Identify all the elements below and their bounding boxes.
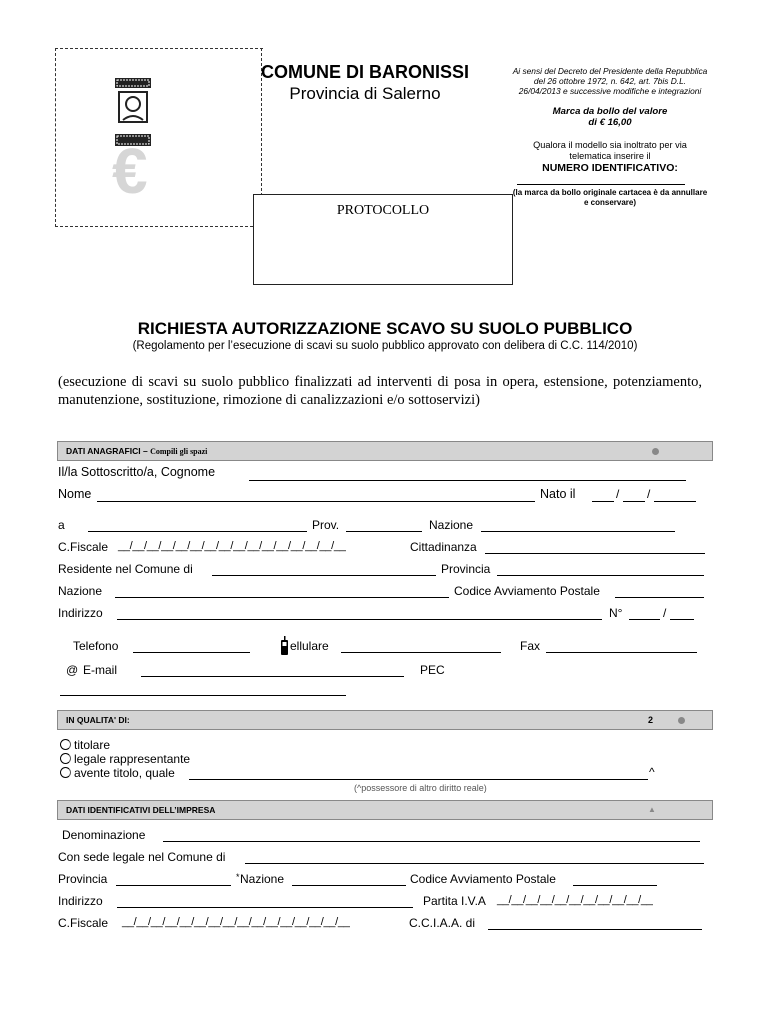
section-label: DATI IDENTIFICATIVI DELL’IMPRESA <box>66 805 216 815</box>
province-name: Provincia di Salerno <box>289 84 441 103</box>
id-number-label: NUMERO IDENTIFICATIVO: <box>542 162 678 174</box>
birth-day-field[interactable] <box>592 501 614 502</box>
id-number-field[interactable] <box>517 184 685 185</box>
online-note: Qualora il modello sia inoltrato per via telematica inserire il <box>533 140 687 161</box>
fax-field[interactable] <box>546 652 697 653</box>
birth-nation-label: Nazione <box>429 518 474 532</box>
section-number: 2 <box>648 715 654 725</box>
stamp-legal-note: Ai sensi del Decreto del Presidente della Repubblica del 26 ottobre 1972, n. 642, art. 7bis D.L. 26/04/2013 e successive modifiche e integrazioni <box>512 66 708 96</box>
stamp-value <box>512 106 708 128</box>
mobile-label: ellulare <box>290 639 329 653</box>
company-seat-label: Con sede legale nel Comune di <box>58 850 226 864</box>
radio-icon <box>60 739 71 750</box>
citizenship-label: Cittadinanza <box>410 540 477 554</box>
form-description: (esecuzione di scavi su suolo pubblico finalizzati ad interventi di posa in opera, estensione, potenziamento, manutenzione, sostituzione, rimozione di canalizzazioni e/o sottoservizi) <box>58 374 702 408</box>
role-option-legal-rep[interactable] <box>60 752 190 766</box>
pec-label: PEC <box>420 663 445 677</box>
street-number-ext-field[interactable] <box>670 619 694 620</box>
company-province-field[interactable] <box>116 885 231 886</box>
company-nation-field[interactable] <box>292 885 406 886</box>
stamp-area-border-bottom <box>55 226 253 227</box>
section-header-role <box>57 710 713 730</box>
company-address-field[interactable] <box>117 907 413 908</box>
company-tax-code-label: C.Fiscale <box>58 916 109 930</box>
mobile-phone-icon <box>280 636 289 656</box>
citizenship-field[interactable] <box>485 553 705 554</box>
nation-mark: * <box>236 872 240 882</box>
caret-mark: ^ <box>649 765 655 779</box>
section-header-personal-data <box>57 441 713 461</box>
cciaa-label: C.C.I.A.A. di <box>409 916 476 930</box>
bullet-icon <box>678 717 685 724</box>
form-subtitle: (Regolamento per l’esecuzione di scavi su suolo pubblico approvato con delibera di C.C. 114/2010) <box>132 340 638 352</box>
email-label: E-mail <box>83 663 118 677</box>
company-address-label: Indirizzo <box>58 894 103 908</box>
tax-code-label: C.Fiscale <box>58 540 109 554</box>
role-note: (^possessore di altro diritto reale) <box>354 783 487 793</box>
surname-label: Il/la Sottoscritto/a, Cognome <box>58 465 216 479</box>
birth-prov-field[interactable] <box>346 531 422 532</box>
municipality-name: COMUNE DI BARONISSI <box>260 62 469 82</box>
section-header-company-data <box>57 800 713 820</box>
name-label: Nome <box>58 487 92 501</box>
entitled-title-field[interactable] <box>189 779 648 780</box>
company-postal-code-field[interactable] <box>573 885 657 886</box>
address-label: Indirizzo <box>58 606 103 620</box>
company-name-label: Denominazione <box>62 828 146 842</box>
company-seat-field[interactable] <box>245 863 704 864</box>
postal-code-label: Codice Avviamento Postale <box>454 584 600 598</box>
street-number-label: N° <box>609 606 623 620</box>
section-label: DATI ANAGRAFICI – <box>66 446 151 456</box>
email-icon: @ <box>66 663 79 677</box>
company-province-label: Provincia <box>58 872 108 886</box>
section-label: IN QUALITA' DI: <box>66 715 130 725</box>
role-option-owner[interactable] <box>60 738 110 752</box>
company-postal-code-label: Codice Avviamento Postale <box>410 872 556 886</box>
date-separator: / <box>616 487 620 501</box>
birth-month-field[interactable] <box>623 501 645 502</box>
tax-code-field[interactable]: __/__/__/__/__/__/__/__/__/__/__/__/__/__/__/__ <box>118 540 346 552</box>
form-title: RICHIESTA AUTORIZZAZIONE SCAVO SU SUOLO PUBBLICO <box>137 319 633 338</box>
protocol-box <box>253 194 513 285</box>
role-option-entitled[interactable] <box>60 766 175 780</box>
section-label-hint: Compili gli spazi <box>150 447 208 456</box>
protocol-label: PROTOCOLLO <box>336 203 430 218</box>
residence-nation-label: Nazione <box>58 584 103 598</box>
birth-nation-field[interactable] <box>481 531 675 532</box>
role-option-label: titolare <box>74 738 111 752</box>
street-number-separator: / <box>663 606 667 620</box>
mobile-field[interactable] <box>341 652 501 653</box>
vat-field[interactable]: __/__/__/__/__/__/__/__/__/__/__ <box>497 894 653 906</box>
euro-watermark-icon: € <box>112 135 148 207</box>
residence-province-label: Provincia <box>441 562 491 576</box>
surname-field[interactable] <box>249 480 686 481</box>
radio-icon <box>60 753 71 764</box>
birth-place-label: a <box>58 518 65 532</box>
bullet-icon <box>652 448 659 455</box>
residence-province-field[interactable] <box>497 575 704 576</box>
birth-place-field[interactable] <box>88 531 307 532</box>
company-tax-code-field[interactable]: __/__/__/__/__/__/__/__/__/__/__/__/__/__/__/__ <box>122 916 350 928</box>
stamp-footnote: (la marca da bollo originale cartacea è da annullare e conservare) <box>512 188 708 207</box>
street-number-field[interactable] <box>629 619 660 620</box>
birth-prov-label: Prov. <box>312 518 340 532</box>
email-field[interactable] <box>141 676 404 677</box>
pec-field[interactable] <box>60 695 346 696</box>
phone-label: Telefono <box>73 639 119 653</box>
triangle-icon: ▲ <box>648 805 656 814</box>
birth-year-field[interactable] <box>654 501 696 502</box>
company-name-field[interactable] <box>163 841 700 842</box>
address-field[interactable] <box>117 619 602 620</box>
stamp-value-line2: di € 16,00 <box>588 117 632 128</box>
role-option-label: avente titolo, quale <box>74 766 175 780</box>
vat-label: Partita I.V.A <box>423 894 486 908</box>
residence-field[interactable] <box>212 575 436 576</box>
company-nation-label: Nazione <box>240 872 285 886</box>
phone-field[interactable] <box>133 652 250 653</box>
radio-icon <box>60 767 71 778</box>
postal-code-field[interactable] <box>615 597 704 598</box>
birth-date-label: Nato il <box>540 487 576 501</box>
residence-nation-field[interactable] <box>115 597 449 598</box>
cciaa-field[interactable] <box>488 929 702 930</box>
fax-label: Fax <box>520 639 541 653</box>
date-separator: / <box>647 487 651 501</box>
role-option-label: legale rappresentante <box>74 752 191 766</box>
name-field[interactable] <box>97 501 535 502</box>
stamp-value-line1: Marca da bollo del valore <box>552 106 668 117</box>
residence-label: Residente nel Comune di <box>58 562 193 576</box>
